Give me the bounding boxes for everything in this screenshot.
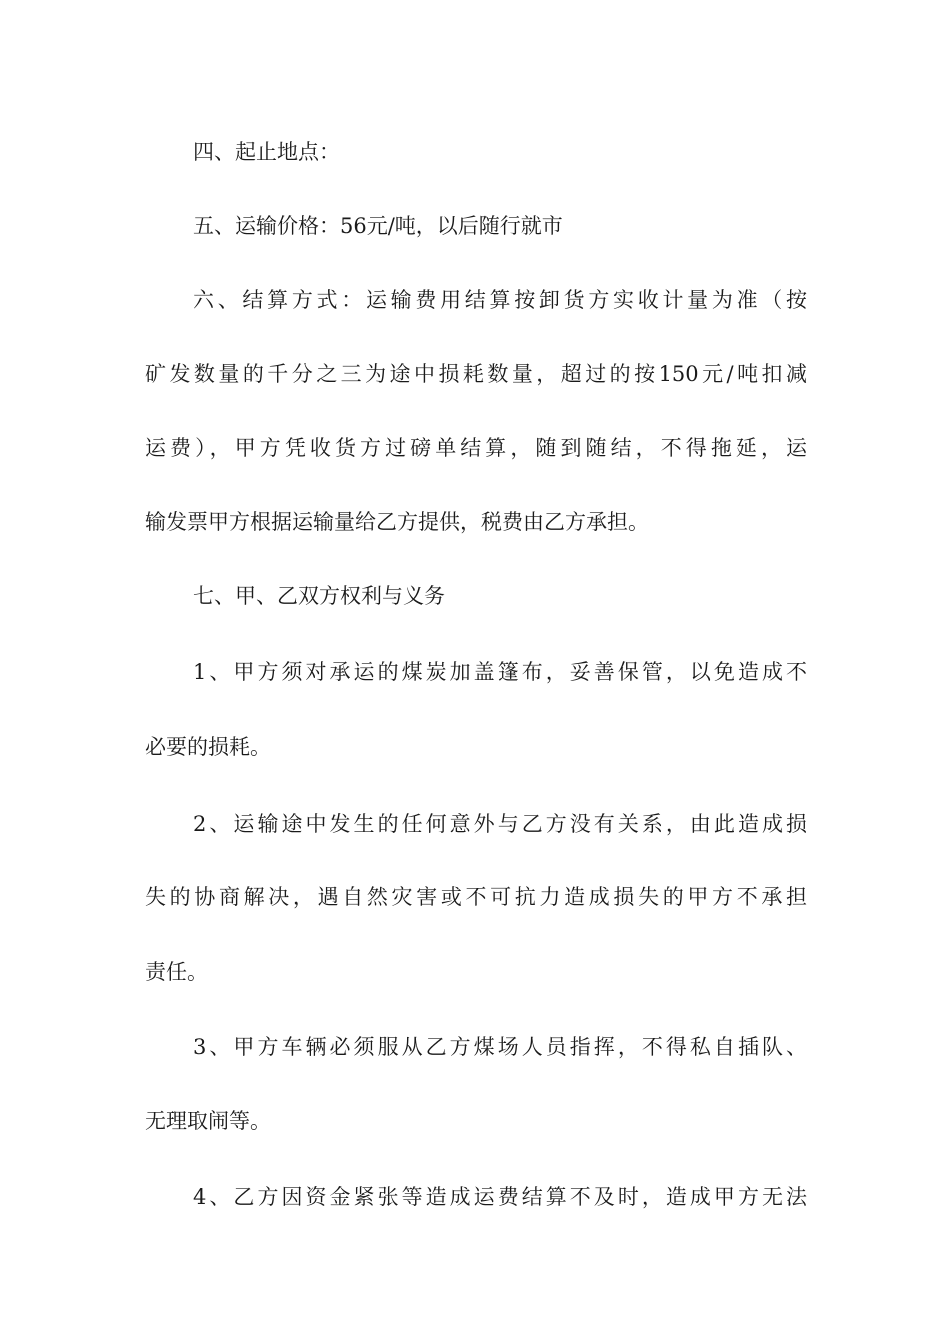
section-5-transport-price: 五、运输价格：56元/吨，以后随行就市 [193, 214, 563, 238]
section-6-settlement-line-1: 六、结算方式：运输费用结算按卸货方实收计量为准（按 [193, 288, 807, 312]
section-7-heading: 七、甲、乙双方权利与义务 [193, 584, 445, 608]
clause-4-line-1: 4、乙方因资金紧张等造成运费结算不及时，造成甲方无法 [193, 1185, 807, 1209]
section-4-heading: 四、起止地点： [193, 140, 340, 164]
section-6-settlement-line-2: 矿发数量的千分之三为途中损耗数量，超过的按150元/吨扣减 [145, 362, 807, 386]
clause-1-line-2: 必要的损耗。 [145, 735, 271, 759]
section-6-settlement-line-4: 输发票甲方根据运输量给乙方提供，税费由乙方承担。 [145, 510, 649, 534]
clause-3-line-1: 3、甲方车辆必须服从乙方煤场人员指挥，不得私自插队、 [193, 1035, 807, 1059]
clause-2-line-1: 2、运输途中发生的任何意外与乙方没有关系，由此造成损 [193, 812, 807, 836]
section-6-settlement-line-3: 运费），甲方凭收货方过磅单结算，随到随结，不得拖延，运 [145, 436, 807, 460]
clause-3-line-2: 无理取闹等。 [145, 1109, 271, 1133]
clause-2-line-2: 失的协商解决，遇自然灾害或不可抗力造成损失的甲方不承担 [145, 885, 807, 909]
clause-1-line-1: 1、甲方须对承运的煤炭加盖篷布，妥善保管，以免造成不 [193, 660, 807, 684]
clause-2-line-3: 责任。 [145, 960, 208, 984]
